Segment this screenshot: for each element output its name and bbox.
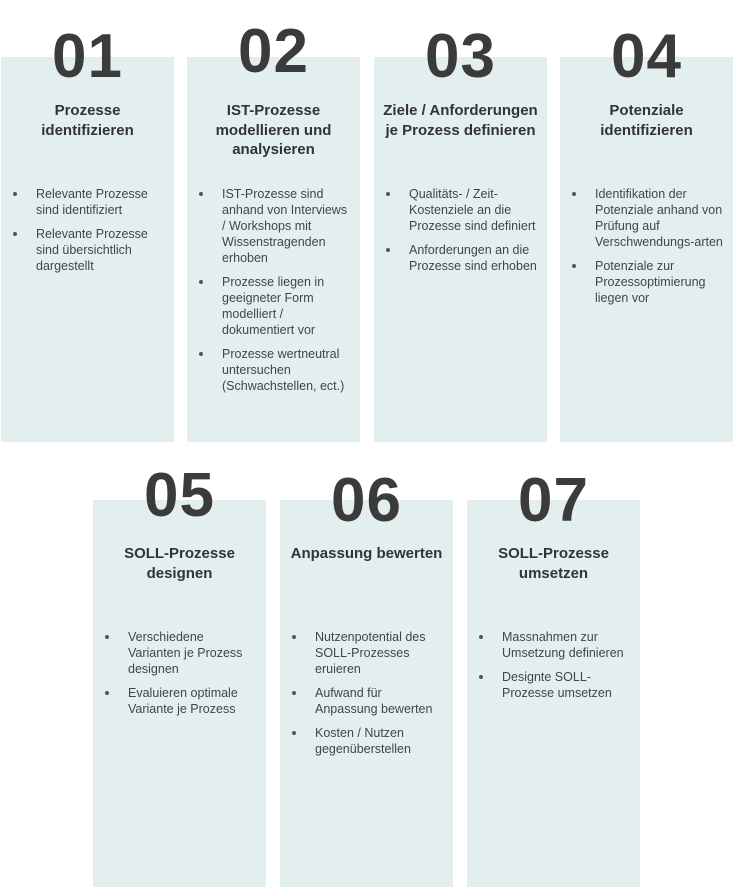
step-title: SOLL-Prozesse designen	[124, 545, 235, 582]
step-title: IST-Prozesse modellieren und analysieren	[215, 102, 332, 158]
bullet-text: Verschiedene Varianten je Prozess designen	[128, 630, 243, 676]
bullet-text: Prozesse wertneutral untersuchen (Schwachstellen, ect.)	[222, 347, 345, 393]
bullet-text: Nutzenpotential des SOLL-Prozesses eruieren	[315, 630, 426, 676]
step-title: Ziele / Anforderungen je Prozess definieren	[383, 102, 538, 139]
bullet-dot-icon	[479, 675, 483, 679]
step-bullet-list	[467, 629, 640, 709]
bullet-item	[93, 629, 266, 677]
bullet-dot-icon	[199, 352, 203, 356]
bullet-dot-icon	[292, 731, 296, 735]
bullet-text: Designte SOLL-Prozesse umsetzen	[502, 670, 612, 700]
bullet-item	[93, 685, 266, 717]
bullet-item	[1, 226, 174, 274]
step-bullet-list	[280, 629, 453, 765]
step-title: Potenziale identifizieren	[600, 102, 693, 139]
bullet-dot-icon	[572, 264, 576, 268]
bullet-item	[374, 242, 547, 274]
bullet-dot-icon	[386, 192, 390, 196]
step-number: 03	[425, 22, 496, 91]
step-number: 06	[331, 466, 402, 535]
bullet-item	[560, 186, 733, 250]
bullet-text: Relevante Prozesse sind übersichtlich dargestellt	[36, 227, 148, 273]
bullet-text: Identifikation der Potenziale anhand von Prüfung auf Verschwendungs-arten	[595, 187, 723, 249]
step-number: 04	[611, 22, 682, 91]
step-bullet-list	[560, 186, 733, 314]
bullet-item	[280, 629, 453, 677]
bullet-text: Relevante Prozesse sind identifiziert	[36, 187, 148, 217]
bullet-dot-icon	[105, 635, 109, 639]
bullet-text: Qualitäts- / Zeit- Kostenziele an die Prozesse sind definiert	[409, 187, 536, 233]
bullet-dot-icon	[199, 280, 203, 284]
bullet-dot-icon	[13, 232, 17, 236]
step-bullet-list	[374, 186, 547, 282]
bullet-text: Prozesse liegen in geeigneter Form modelliert / dokumentiert vor	[222, 275, 325, 337]
bullet-text: Massnahmen zur Umsetzung definieren	[502, 630, 624, 660]
bullet-dot-icon	[479, 635, 483, 639]
bullet-item	[1, 186, 174, 218]
bullet-dot-icon	[572, 192, 576, 196]
step-number: 02	[238, 17, 309, 86]
bullet-dot-icon	[105, 691, 109, 695]
bullet-item	[280, 725, 453, 757]
step-number: 05	[144, 461, 215, 530]
bullet-dot-icon	[292, 635, 296, 639]
bullet-item	[187, 274, 360, 338]
bullet-item	[467, 669, 640, 701]
bullet-dot-icon	[386, 248, 390, 252]
bullet-item	[187, 186, 360, 266]
bullet-text: Potenziale zur Prozessoptimierung liegen vor	[595, 259, 706, 305]
step-title: Anpassung bewerten	[290, 545, 443, 562]
bullet-text: Anforderungen an die Prozesse sind erhoben	[409, 243, 537, 273]
bullet-text: Kosten / Nutzen gegenüberstellen	[315, 726, 411, 756]
bullet-item	[560, 258, 733, 306]
step-bullet-list	[93, 629, 266, 725]
bullet-dot-icon	[292, 691, 296, 695]
step-number: 07	[518, 466, 589, 535]
bullet-dot-icon	[199, 192, 203, 196]
step-bullet-list	[1, 186, 174, 282]
bullet-text: Aufwand für Anpassung bewerten	[315, 686, 433, 716]
bullet-item	[280, 685, 453, 717]
bullet-dot-icon	[13, 192, 17, 196]
step-title: SOLL-Prozesse umsetzen	[498, 545, 609, 582]
bullet-text: Evaluieren optimale Variante je Prozess	[128, 686, 238, 716]
bullet-item	[467, 629, 640, 661]
step-number: 01	[52, 22, 123, 91]
step-title: Prozesse identifizieren	[41, 102, 134, 139]
step-bullet-list	[187, 186, 360, 402]
bullet-text: IST-Prozesse sind anhand von Interviews / Workshops mit Wissenstragenden erhoben	[222, 187, 348, 265]
bullet-item	[374, 186, 547, 234]
bullet-item	[187, 346, 360, 394]
